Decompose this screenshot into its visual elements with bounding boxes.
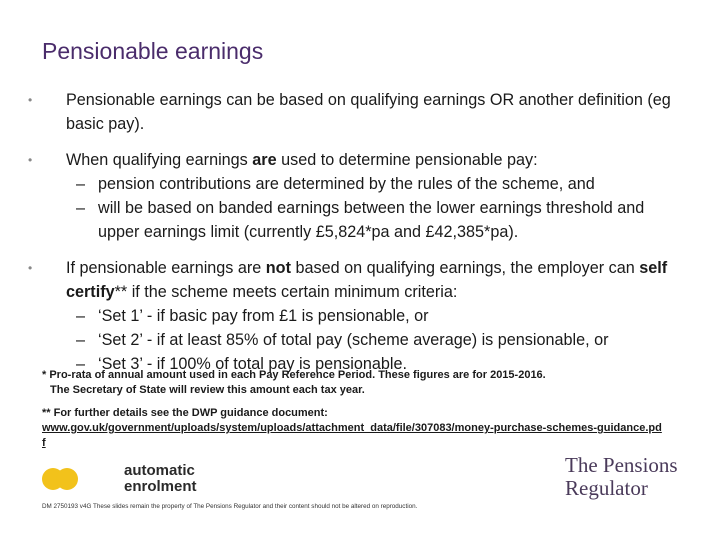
sub-item xyxy=(66,196,688,244)
footnote-figures xyxy=(42,368,546,398)
footnote-line: * Pro-rata of annual amount used in each Pay Reference Period. These figures are for 2015-2016. xyxy=(42,369,546,381)
disclaimer-text: DM 2750193 v4G These slides remain the property of The Pensions Regulator and their content should not be altered on reproduction. xyxy=(42,503,418,510)
bullet-text-post: used to determine pensionable pay: xyxy=(276,151,538,169)
logo-text-line-2: enrolment xyxy=(124,478,197,495)
en-dash-icon: – xyxy=(76,199,86,217)
sub-item xyxy=(66,172,688,196)
bullet-text-bold: not xyxy=(265,259,291,277)
bullet-item-1 xyxy=(28,88,688,136)
footnote-line: The Secretary of State will review this amount each tax year. xyxy=(50,384,365,396)
logo-text-line-1: The Pensions xyxy=(565,453,678,477)
bullet-dot-icon: • xyxy=(28,93,33,107)
circles-logo-icon xyxy=(42,462,82,496)
bullet-text-pre: When qualifying earnings xyxy=(66,151,253,169)
en-dash-icon: – xyxy=(76,175,86,193)
sub-item-text: will be based on banded earnings between the lower earnings threshold and upper earnings limit (currently £5,824*pa and £42,385*pa). xyxy=(98,199,645,241)
en-dash-icon: – xyxy=(76,331,86,349)
footnote-guidance xyxy=(42,406,662,451)
logo-text-line-2: Regulator xyxy=(565,476,648,500)
sub-item-text: pension contributions are determined by the rules of the scheme, and xyxy=(98,175,595,193)
bullet-item-2 xyxy=(28,148,688,244)
bullet-text-bold-2: self certify xyxy=(66,259,668,301)
sub-item xyxy=(66,304,688,328)
sub-item xyxy=(66,328,688,352)
logo-text-line-1: automatic xyxy=(124,462,195,479)
bullet-text-mid: based on qualifying earnings, the employer can xyxy=(290,259,640,277)
guidance-link[interactable]: www.gov.uk/government/uploads/system/uploads/attachment_data/file/307083/money-purchase-schemes-guidance.pdf xyxy=(42,422,662,449)
automatic-enrolment-logo xyxy=(42,462,197,498)
bullet-text-bold: are xyxy=(252,151,277,169)
bullet-text-post: ** if the scheme meets certain minimum criteria: xyxy=(114,283,458,301)
footnote-line: ** For further details see the DWP guidance document: xyxy=(42,407,328,419)
page-title: Pensionable earnings xyxy=(42,38,264,64)
bullet-text-pre: If pensionable earnings are xyxy=(66,259,266,277)
en-dash-icon: – xyxy=(76,307,86,325)
sub-item-text: ‘Set 1’ - if basic pay from £1 is pensionable, or xyxy=(98,307,429,325)
pensions-regulator-logo xyxy=(565,454,678,500)
bullet-dot-icon: • xyxy=(28,261,33,275)
sub-item-text: ‘Set 2’ - if at least 85% of total pay (scheme average) is pensionable, or xyxy=(98,331,609,349)
en-dash-icon: – xyxy=(76,355,86,373)
bullet-list xyxy=(28,88,688,388)
bullet-dot-icon: • xyxy=(28,153,33,167)
sub-item-text: ‘Set 3’ - if 100% of total pay is pensionable. xyxy=(98,355,407,373)
bullet-item-3 xyxy=(28,256,688,376)
bullet-text: Pensionable earnings can be based on qualifying earnings OR another definition (eg basic pay). xyxy=(66,91,671,133)
